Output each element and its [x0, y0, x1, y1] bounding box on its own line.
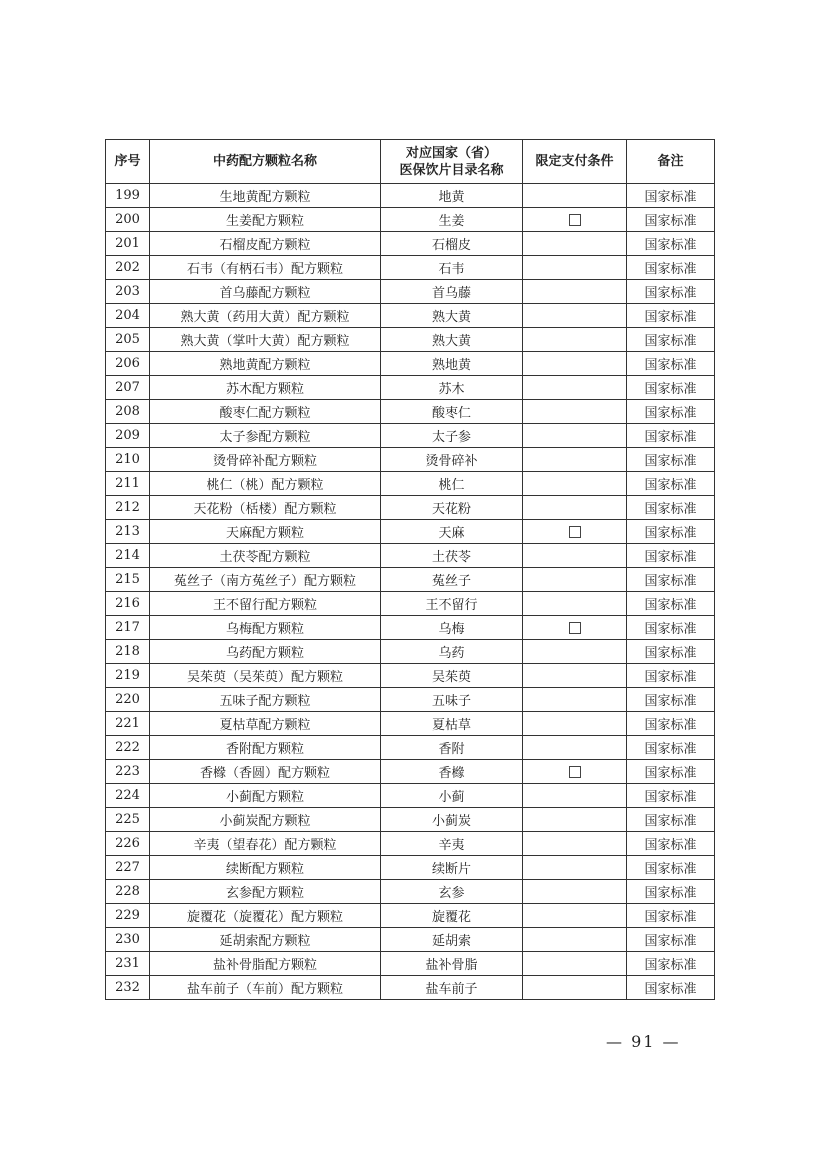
- payment-condition-cell: [523, 232, 627, 256]
- catalog-name: 首乌藤: [381, 280, 523, 304]
- row-number: 211: [106, 472, 150, 496]
- catalog-name: 小蓟炭: [381, 808, 523, 832]
- payment-condition-cell: [523, 496, 627, 520]
- table-header-row: [106, 140, 715, 184]
- payment-condition-cell: [523, 736, 627, 760]
- catalog-name: 石韦: [381, 256, 523, 280]
- row-number: 202: [106, 256, 150, 280]
- table-row: [106, 568, 715, 592]
- table-row: [106, 592, 715, 616]
- remark: 国家标准: [627, 856, 715, 880]
- row-number: 230: [106, 928, 150, 952]
- remark: 国家标准: [627, 520, 715, 544]
- granule-name: 熟地黄配方颗粒: [150, 352, 381, 376]
- granule-name: 五味子配方颗粒: [150, 688, 381, 712]
- table-row: [106, 256, 715, 280]
- remark: 国家标准: [627, 712, 715, 736]
- row-number: 205: [106, 328, 150, 352]
- catalog-name: 天花粉: [381, 496, 523, 520]
- granule-name: 太子参配方颗粒: [150, 424, 381, 448]
- table-row: [106, 760, 715, 784]
- table-row: [106, 520, 715, 544]
- row-number: 232: [106, 976, 150, 1000]
- payment-condition-cell: [523, 760, 627, 784]
- catalog-name: 吴茱萸: [381, 664, 523, 688]
- payment-condition-cell: [523, 304, 627, 328]
- payment-condition-cell: [523, 688, 627, 712]
- remark: 国家标准: [627, 232, 715, 256]
- catalog-name: 盐补骨脂: [381, 952, 523, 976]
- remark: 国家标准: [627, 640, 715, 664]
- payment-condition-cell: [523, 400, 627, 424]
- payment-condition-cell: [523, 592, 627, 616]
- table-row: [106, 544, 715, 568]
- table-row: [106, 376, 715, 400]
- granule-name: 土茯苓配方颗粒: [150, 544, 381, 568]
- payment-condition-cell: [523, 472, 627, 496]
- catalog-name: 玄参: [381, 880, 523, 904]
- remark: 国家标准: [627, 664, 715, 688]
- table-row: [106, 184, 715, 208]
- granule-name: 菟丝子（南方菟丝子）配方颗粒: [150, 568, 381, 592]
- remark: 国家标准: [627, 544, 715, 568]
- remark: 国家标准: [627, 568, 715, 592]
- payment-condition-cell: [523, 376, 627, 400]
- row-number: 215: [106, 568, 150, 592]
- table-row: [106, 880, 715, 904]
- granule-name: 辛夷（望春花）配方颗粒: [150, 832, 381, 856]
- payment-condition-cell: [523, 568, 627, 592]
- payment-condition-cell: [523, 544, 627, 568]
- header-catalog-line2: 医保饮片目录名称: [399, 162, 504, 178]
- catalog-name: 香附: [381, 736, 523, 760]
- remark: 国家标准: [627, 208, 715, 232]
- granule-name: 吴茱萸（吴茱萸）配方颗粒: [150, 664, 381, 688]
- remark: 国家标准: [627, 808, 715, 832]
- granule-name: 桃仁（桃）配方颗粒: [150, 472, 381, 496]
- catalog-name: 桃仁: [381, 472, 523, 496]
- granule-name: 乌药配方颗粒: [150, 640, 381, 664]
- payment-condition-cell: [523, 712, 627, 736]
- payment-condition-cell: [523, 664, 627, 688]
- remark: 国家标准: [627, 472, 715, 496]
- granule-name: 熟大黄（药用大黄）配方颗粒: [150, 304, 381, 328]
- payment-condition-cell: [523, 424, 627, 448]
- row-number: 204: [106, 304, 150, 328]
- catalog-name: 五味子: [381, 688, 523, 712]
- payment-condition-cell: [523, 832, 627, 856]
- granule-name: 王不留行配方颗粒: [150, 592, 381, 616]
- checkbox-icon: [569, 526, 581, 538]
- header-name: 中药配方颗粒名称: [150, 140, 381, 184]
- catalog-name: 熟大黄: [381, 328, 523, 352]
- row-number: 219: [106, 664, 150, 688]
- granule-name: 延胡索配方颗粒: [150, 928, 381, 952]
- table-row: [106, 784, 715, 808]
- catalog-name: 地黄: [381, 184, 523, 208]
- catalog-name: 生姜: [381, 208, 523, 232]
- table-row: [106, 664, 715, 688]
- payment-condition-cell: [523, 904, 627, 928]
- catalog-name: 熟地黄: [381, 352, 523, 376]
- header-catalog: [381, 140, 523, 184]
- table-row: [106, 472, 715, 496]
- payment-condition-cell: [523, 328, 627, 352]
- remark: 国家标准: [627, 928, 715, 952]
- payment-condition-cell: [523, 208, 627, 232]
- remark: 国家标准: [627, 184, 715, 208]
- row-number: 224: [106, 784, 150, 808]
- remark: 国家标准: [627, 616, 715, 640]
- granule-name: 旋覆花（旋覆花）配方颗粒: [150, 904, 381, 928]
- catalog-name: 辛夷: [381, 832, 523, 856]
- payment-condition-cell: [523, 448, 627, 472]
- row-number: 228: [106, 880, 150, 904]
- table-row: [106, 808, 715, 832]
- granule-name: 盐补骨脂配方颗粒: [150, 952, 381, 976]
- catalog-name: 熟大黄: [381, 304, 523, 328]
- row-number: 199: [106, 184, 150, 208]
- row-number: 214: [106, 544, 150, 568]
- granule-name: 香附配方颗粒: [150, 736, 381, 760]
- header-no: 序号: [106, 140, 150, 184]
- catalog-name: 天麻: [381, 520, 523, 544]
- table-row: [106, 928, 715, 952]
- table-row: [106, 304, 715, 328]
- remark: 国家标准: [627, 496, 715, 520]
- row-number: 207: [106, 376, 150, 400]
- payment-condition-cell: [523, 352, 627, 376]
- granule-name: 夏枯草配方颗粒: [150, 712, 381, 736]
- table-row: [106, 856, 715, 880]
- table-row: [106, 280, 715, 304]
- table-row: [106, 616, 715, 640]
- payment-condition-cell: [523, 976, 627, 1000]
- row-number: 218: [106, 640, 150, 664]
- remark: 国家标准: [627, 256, 715, 280]
- page-number: — 91 —: [606, 1032, 681, 1051]
- granule-name: 盐车前子（车前）配方颗粒: [150, 976, 381, 1000]
- row-number: 210: [106, 448, 150, 472]
- remark: 国家标准: [627, 784, 715, 808]
- checkbox-icon: [569, 766, 581, 778]
- table-row: [106, 424, 715, 448]
- table-row: [106, 952, 715, 976]
- table-row: [106, 688, 715, 712]
- row-number: 227: [106, 856, 150, 880]
- table-row: [106, 736, 715, 760]
- payment-condition-cell: [523, 952, 627, 976]
- granule-name: 苏木配方颗粒: [150, 376, 381, 400]
- table-row: [106, 904, 715, 928]
- remark: 国家标准: [627, 280, 715, 304]
- catalog-name: 土茯苓: [381, 544, 523, 568]
- granule-name: 生姜配方颗粒: [150, 208, 381, 232]
- remark: 国家标准: [627, 760, 715, 784]
- checkbox-icon: [569, 214, 581, 226]
- row-number: 221: [106, 712, 150, 736]
- row-number: 208: [106, 400, 150, 424]
- catalog-name: 菟丝子: [381, 568, 523, 592]
- header-remark: 备注: [627, 140, 715, 184]
- header-condition: 限定支付条件: [523, 140, 627, 184]
- catalog-name: 苏木: [381, 376, 523, 400]
- remark: 国家标准: [627, 448, 715, 472]
- granule-name: 酸枣仁配方颗粒: [150, 400, 381, 424]
- table-row: [106, 448, 715, 472]
- granule-name: 天麻配方颗粒: [150, 520, 381, 544]
- row-number: 213: [106, 520, 150, 544]
- catalog-name: 小蓟: [381, 784, 523, 808]
- granule-name: 香橼（香圆）配方颗粒: [150, 760, 381, 784]
- granule-name: 乌梅配方颗粒: [150, 616, 381, 640]
- row-number: 231: [106, 952, 150, 976]
- remark: 国家标准: [627, 832, 715, 856]
- row-number: 200: [106, 208, 150, 232]
- payment-condition-cell: [523, 256, 627, 280]
- catalog-name: 延胡索: [381, 928, 523, 952]
- table-row: [106, 640, 715, 664]
- remark: 国家标准: [627, 592, 715, 616]
- granule-name: 烫骨碎补配方颗粒: [150, 448, 381, 472]
- granule-name: 天花粉（栝楼）配方颗粒: [150, 496, 381, 520]
- row-number: 209: [106, 424, 150, 448]
- catalog-name: 酸枣仁: [381, 400, 523, 424]
- row-number: 229: [106, 904, 150, 928]
- granule-name: 熟大黄（掌叶大黄）配方颗粒: [150, 328, 381, 352]
- row-number: 217: [106, 616, 150, 640]
- payment-condition-cell: [523, 616, 627, 640]
- table-row: [106, 976, 715, 1000]
- payment-condition-cell: [523, 784, 627, 808]
- catalog-name: 太子参: [381, 424, 523, 448]
- payment-condition-cell: [523, 880, 627, 904]
- catalog-name: 旋覆花: [381, 904, 523, 928]
- row-number: 201: [106, 232, 150, 256]
- payment-condition-cell: [523, 520, 627, 544]
- remark: 国家标准: [627, 688, 715, 712]
- catalog-name: 烫骨碎补: [381, 448, 523, 472]
- remark: 国家标准: [627, 424, 715, 448]
- remark: 国家标准: [627, 400, 715, 424]
- payment-condition-cell: [523, 184, 627, 208]
- granule-name: 石韦（有柄石韦）配方颗粒: [150, 256, 381, 280]
- catalog-name: 夏枯草: [381, 712, 523, 736]
- remark: 国家标准: [627, 736, 715, 760]
- table-body: [106, 184, 715, 1000]
- remark: 国家标准: [627, 976, 715, 1000]
- remark: 国家标准: [627, 904, 715, 928]
- payment-condition-cell: [523, 280, 627, 304]
- drug-catalog-table: [105, 139, 715, 1000]
- row-number: 203: [106, 280, 150, 304]
- remark: 国家标准: [627, 328, 715, 352]
- payment-condition-cell: [523, 856, 627, 880]
- granule-name: 生地黄配方颗粒: [150, 184, 381, 208]
- remark: 国家标准: [627, 952, 715, 976]
- checkbox-icon: [569, 622, 581, 634]
- catalog-name: 石榴皮: [381, 232, 523, 256]
- remark: 国家标准: [627, 352, 715, 376]
- row-number: 222: [106, 736, 150, 760]
- table-row: [106, 352, 715, 376]
- granule-name: 玄参配方颗粒: [150, 880, 381, 904]
- table-row: [106, 328, 715, 352]
- granule-name: 小蓟炭配方颗粒: [150, 808, 381, 832]
- row-number: 206: [106, 352, 150, 376]
- header-catalog-line1: 对应国家（省）: [405, 145, 497, 161]
- row-number: 216: [106, 592, 150, 616]
- catalog-name: 乌药: [381, 640, 523, 664]
- row-number: 226: [106, 832, 150, 856]
- remark: 国家标准: [627, 880, 715, 904]
- catalog-name: 盐车前子: [381, 976, 523, 1000]
- row-number: 212: [106, 496, 150, 520]
- payment-condition-cell: [523, 928, 627, 952]
- granule-name: 首乌藤配方颗粒: [150, 280, 381, 304]
- payment-condition-cell: [523, 808, 627, 832]
- table-row: [106, 400, 715, 424]
- table-row: [106, 496, 715, 520]
- catalog-name: 王不留行: [381, 592, 523, 616]
- table-row: [106, 832, 715, 856]
- granule-name: 小蓟配方颗粒: [150, 784, 381, 808]
- remark: 国家标准: [627, 304, 715, 328]
- table-row: [106, 232, 715, 256]
- catalog-name: 乌梅: [381, 616, 523, 640]
- catalog-name: 续断片: [381, 856, 523, 880]
- catalog-name: 香橼: [381, 760, 523, 784]
- granule-name: 续断配方颗粒: [150, 856, 381, 880]
- row-number: 225: [106, 808, 150, 832]
- table-row: [106, 208, 715, 232]
- granule-name: 石榴皮配方颗粒: [150, 232, 381, 256]
- table-row: [106, 712, 715, 736]
- payment-condition-cell: [523, 640, 627, 664]
- row-number: 223: [106, 760, 150, 784]
- remark: 国家标准: [627, 376, 715, 400]
- row-number: 220: [106, 688, 150, 712]
